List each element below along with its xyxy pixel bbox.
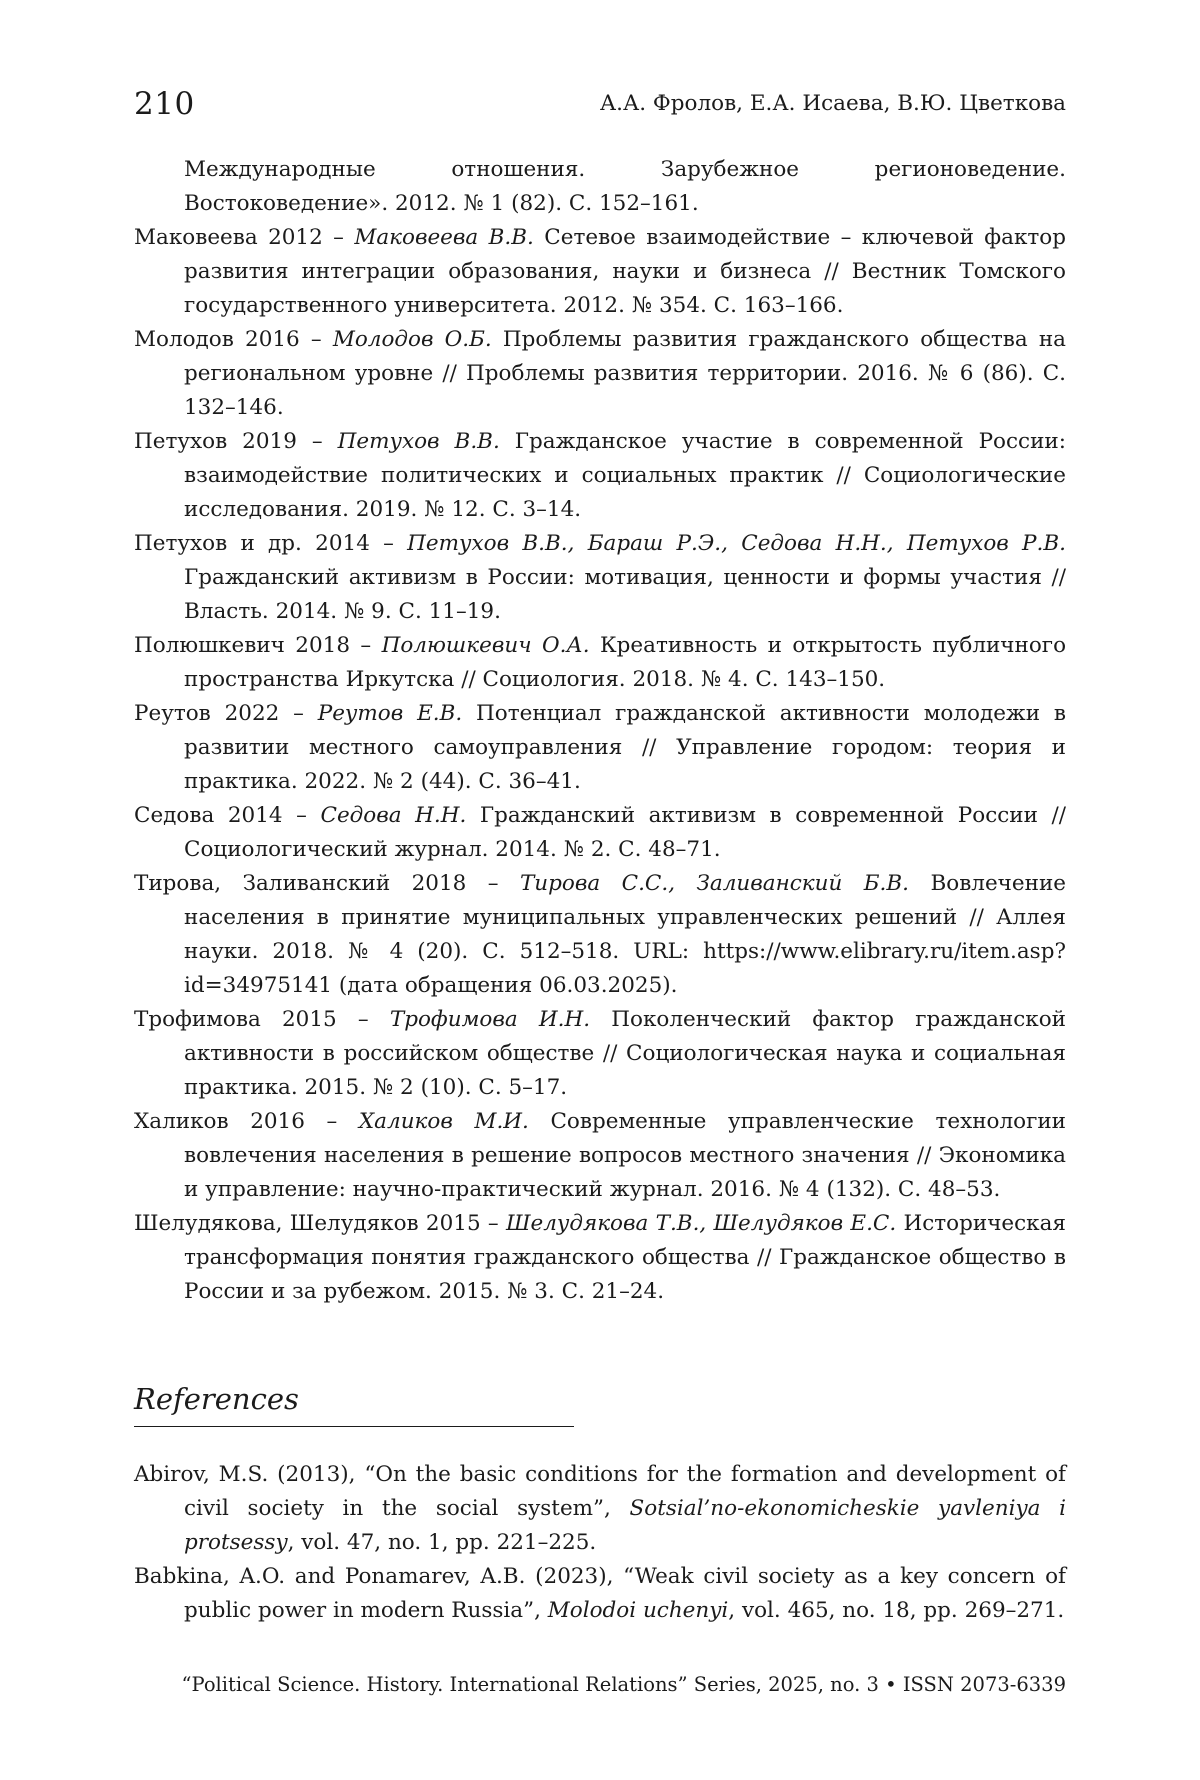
reference-item: Тирова, Заливанский 2018 – Тирова С.С., Заливанский Б.В. Вовлечение населения в принятие муниципальных управленческих решений // Аллея науки. 2018. № 4 (20). С. 512–518. URL: https://www.elibrary.ru/item.asp?id=34975141 (дата обращения 06.03.2025).	[134, 871, 1067, 998]
section-underline	[134, 1426, 574, 1427]
section-title: References	[134, 1382, 299, 1416]
journal-footer: “Political Science. History. International Relations” Series, 2025, no. 3 • ISSN 2073-6339	[181, 1673, 1066, 1696]
english-reference-list	[134, 1458, 1066, 1628]
running-header-authors: А.А. Фролов, Е.А. Исаева, В.Ю. Цветкова	[599, 91, 1066, 116]
reference-item: Реутов 2022 – Реутов Е.В. Потенциал гражданской активности молодежи в развитии местного самоуправления // Управление городом: теория и практика. 2022. № 2 (44). С. 36–41.	[134, 701, 1066, 794]
references-section-heading	[134, 1382, 574, 1427]
reference-item: Петухов и др. 2014 – Петухов В.В., Бараш Р.Э., Седова Н.Н., Петухов Р.В. Гражданский активизм в России: мотивация, ценности и формы участия // Власть. 2014. № 9. С. 11–19.	[134, 531, 1066, 624]
reference-item: Полюшкевич 2018 – Полюшкевич О.А. Креативность и открытость публичного пространства Иркутска // Социология. 2018. № 4. С. 143–150.	[134, 633, 1067, 692]
page-number: 210	[134, 86, 195, 122]
reference-item: Молодов 2016 – Молодов О.Б. Проблемы развития гражданского общества на региональном уровне // Проблемы развития территории. 2016. № 6 (86). С. 132–146.	[134, 327, 1066, 420]
reference-item: Шелудякова, Шелудяков 2015 – Шелудякова Т.В., Шелудяков Е.С. Историческая трансформация понятия гражданского общества // Гражданское общество в России и за рубежом. 2015. № 3. С. 21–24.	[134, 1211, 1066, 1304]
reference-item: Abirov, M.S. (2013), “On the basic conditions for the formation and development of civil society in the social system”, Sotsial’no-ekonomicheskie yavleniya i protsessy, vol. 47, no. 1, pp. 221–225.	[134, 1462, 1066, 1555]
reference-item: Седова 2014 – Седова Н.Н. Гражданский активизм в современной России // Социологический журнал. 2014. № 2. С. 48–71.	[134, 803, 1066, 862]
reference-item: Маковеева 2012 – Маковеева В.В. Сетевое взаимодействие – ключевой фактор развития интеграции образования, науки и бизнеса // Вестник Томского государственного университета. 2012. № 354. С. 163–166.	[134, 225, 1066, 318]
russian-reference-list	[134, 153, 1066, 1309]
reference-item: Babkina, A.O. and Ponamarev, A.B. (2023), “Weak civil society as a key concern of public power in modern Russia”, Molodoi uchenyi, vol. 465, no. 18, pp. 269–271.	[134, 1564, 1066, 1623]
running-header	[134, 86, 1066, 122]
reference-item: Трофимова 2015 – Трофимова И.Н. Поколенческий фактор гражданской активности в российском обществе // Социологическая наука и социальная практика. 2015. № 2 (10). С. 5–17.	[134, 1007, 1066, 1100]
page	[134, 0, 1066, 1780]
reference-continuation: Международные отношения. Зарубежное регионоведение. Востоковедение». 2012. № 1 (82). С. 152–161.	[184, 157, 1066, 216]
reference-item: Халиков 2016 – Халиков М.И. Современные управленческие технологии вовлечения населения в решение вопросов местного значения // Экономика и управление: научно-практический журнал. 2016. № 4 (132). С. 48–53.	[134, 1109, 1066, 1202]
reference-item: Петухов 2019 – Петухов В.В. Гражданское участие в современной России: взаимодействие политических и социальных практик // Социологические исследования. 2019. № 12. С. 3–14.	[134, 429, 1066, 522]
